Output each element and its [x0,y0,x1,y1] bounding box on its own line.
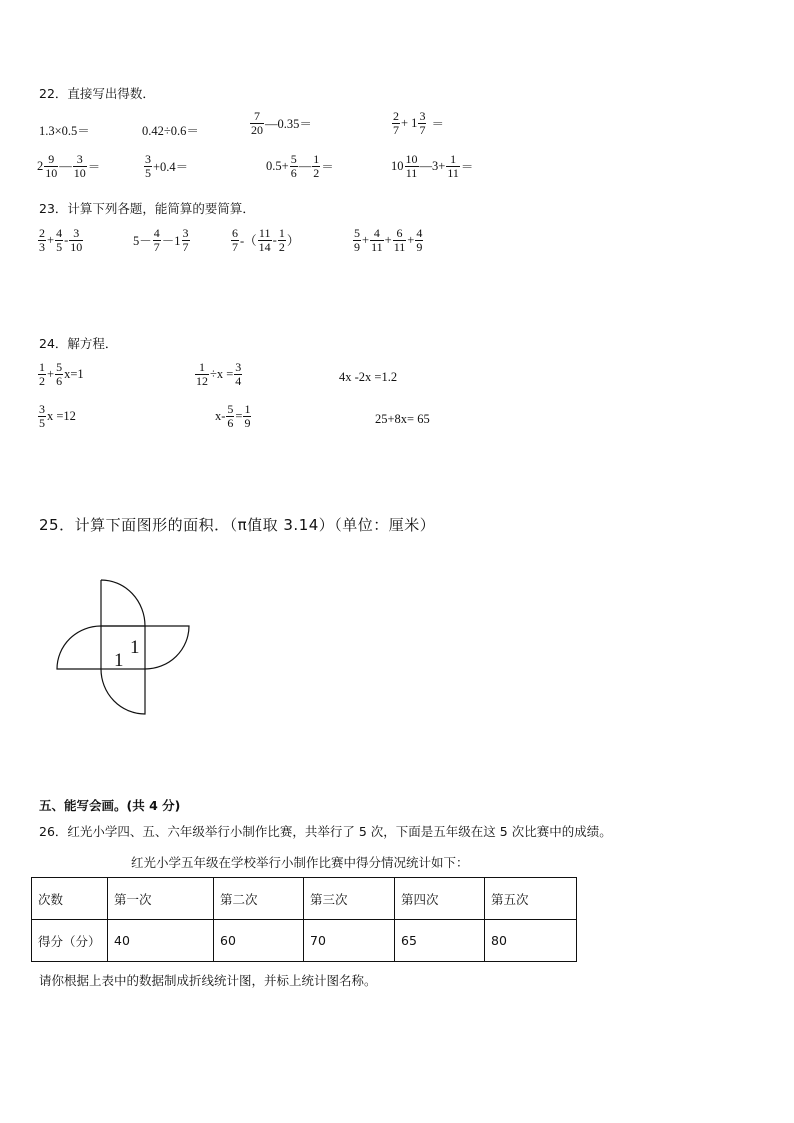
fraction: $\frac{4}{5}$ [56,226,63,254]
right-quarter [145,626,189,669]
fraction: $\frac{3}{5}$ [145,152,151,180]
fraction: $\frac{3}{7}$ [182,226,189,254]
table-cell: 第四次 [395,878,485,920]
q22-r1-c: $\frac{7}{20}$ —0.35＝ [251,109,312,137]
fraction: $\frac{3}{10}$ [70,226,83,254]
q22-r2-a: 2 $\frac{9}{10}$ — $\frac{3}{10}$ ＝ [37,152,101,180]
fraction: $\frac{1}{12}$ [196,360,208,388]
q23-expr-1: $\frac{2}{3}$ + $\frac{4}{5}$ - $\frac{3}{10}$ [39,226,83,254]
table-cell: 40 [108,920,214,962]
fraction: $\frac{5}{9}$ [354,226,360,254]
table-cell: 次数 [32,878,108,920]
table-row [32,920,577,962]
fraction: $\frac{11}{14}$ [258,226,271,254]
q24-title: 24．解方程． [39,336,118,351]
q24-eq-2: $\frac{1}{12}$ ÷x = $\frac{3}{4}$ [196,360,242,388]
q23-expr-4: $\frac{5}{9}$ + $\frac{4}{11}$ + $\frac{6}{11}$ + $\frac{4}{9}$ [354,226,423,254]
table-row [32,878,577,920]
q26-table-caption: 红光小学五年级在学校举行小制作比赛中得分情况统计如下： [131,855,469,870]
fraction: $\frac{4}{9}$ [416,226,423,254]
left-quarter [57,626,101,669]
q24-eq-3: 4x -2x =1.2 [339,370,398,384]
fraction: $\frac{1}{9}$ [244,402,251,430]
table-cell: 第五次 [485,878,577,920]
table-cell: 80 [485,920,577,962]
pinwheel-figure [50,578,200,723]
q22-r2-d: 10 $\frac{10}{11}$ —3+ $\frac{1}{11}$ ＝ [391,152,474,180]
fraction: $\frac{2}{7}$ [393,109,399,137]
fraction: $\frac{9}{10}$ [45,152,58,180]
q24-eq-1: $\frac{1}{2}$ + $\frac{5}{6}$ x=1 [39,360,84,388]
q22-r2-b: $\frac{3}{5}$ +0.4＝ [145,152,189,180]
table-cell: 70 [304,920,395,962]
fraction: $\frac{1}{11}$ [447,152,459,180]
q26-instruction: 请你根据上表中的数据制成折线统计图，并标上统计图名称。 [39,973,377,988]
q22-title: 22．直接写出得数． [39,86,155,101]
q22-r2-c: 0.5+ $\frac{5}{6}$ — $\frac{1}{2}$ ＝ [266,152,334,180]
table-cell: 第一次 [108,878,214,920]
fraction: $\frac{1}{2}$ [313,152,320,180]
fraction: $\frac{3}{7}$ [419,109,426,137]
q24-eq-6: 25+8x= 65 [375,412,430,426]
q22-r1-a: 1.3×0.5＝ [39,124,90,138]
fraction: $\frac{2}{3}$ [39,226,45,254]
fraction: $\frac{6}{11}$ [393,226,406,254]
table-cell: 第三次 [304,878,395,920]
fraction: $\frac{5}{6}$ [290,152,297,180]
fraction: $\frac{4}{7}$ [153,226,160,254]
fraction: $\frac{1}{2}$ [39,360,45,388]
table-cell: 60 [214,920,304,962]
q24-eq-4: $\frac{3}{5}$ x =12 [39,402,76,430]
q23-expr-2: 5－ $\frac{4}{7}$ －1 $\frac{3}{7}$ [133,226,189,254]
q23-title: 23．计算下列各题，能简算的要简算． [39,201,255,216]
q26-text: 26．红光小学四、五、六年级举行小制作比赛，共举行了 5 次，下面是五年级在这 5 次比赛中的成绩。 [39,824,612,839]
top-quarter [101,580,145,626]
table-cell: 得分（分） [32,920,108,962]
bottom-quarter [101,669,145,714]
fraction: $\frac{3}{4}$ [235,360,242,388]
section5-title: 五、能写会画。(共 4 分) [39,798,181,813]
fraction: $\frac{3}{5}$ [39,402,45,430]
fraction: $\frac{1}{2}$ [278,226,285,254]
score-table [31,877,577,962]
table-cell: 65 [395,920,485,962]
q24-eq-5: x- $\frac{5}{6}$ = $\frac{1}{9}$ [215,402,251,430]
label-side-b: 1 [130,637,140,658]
fraction: $\frac{6}{7}$ [232,226,238,254]
label-side-a: 1 [114,650,124,671]
fraction: $\frac{10}{11}$ [405,152,418,180]
fraction: $\frac{7}{20}$ [251,109,263,137]
q22-r1-d: $\frac{2}{7}$ + 1 $\frac{3}{7}$ ＝ [393,109,444,137]
table-cell: 第二次 [214,878,304,920]
fraction: $\frac{5}{6}$ [56,360,63,388]
q25-title: 25．计算下面图形的面积．（π值取 3.14）（单位：厘米） [39,516,436,534]
fraction: $\frac{5}{6}$ [227,402,234,430]
fraction: $\frac{4}{11}$ [371,226,383,254]
q22-r1-b: 0.42÷0.6＝ [142,124,199,138]
q23-expr-3: $\frac{6}{7}$ -（ $\frac{11}{14}$ - $\frac{1}{2}$ ） [232,226,300,254]
fraction: $\frac{3}{10}$ [73,152,86,180]
